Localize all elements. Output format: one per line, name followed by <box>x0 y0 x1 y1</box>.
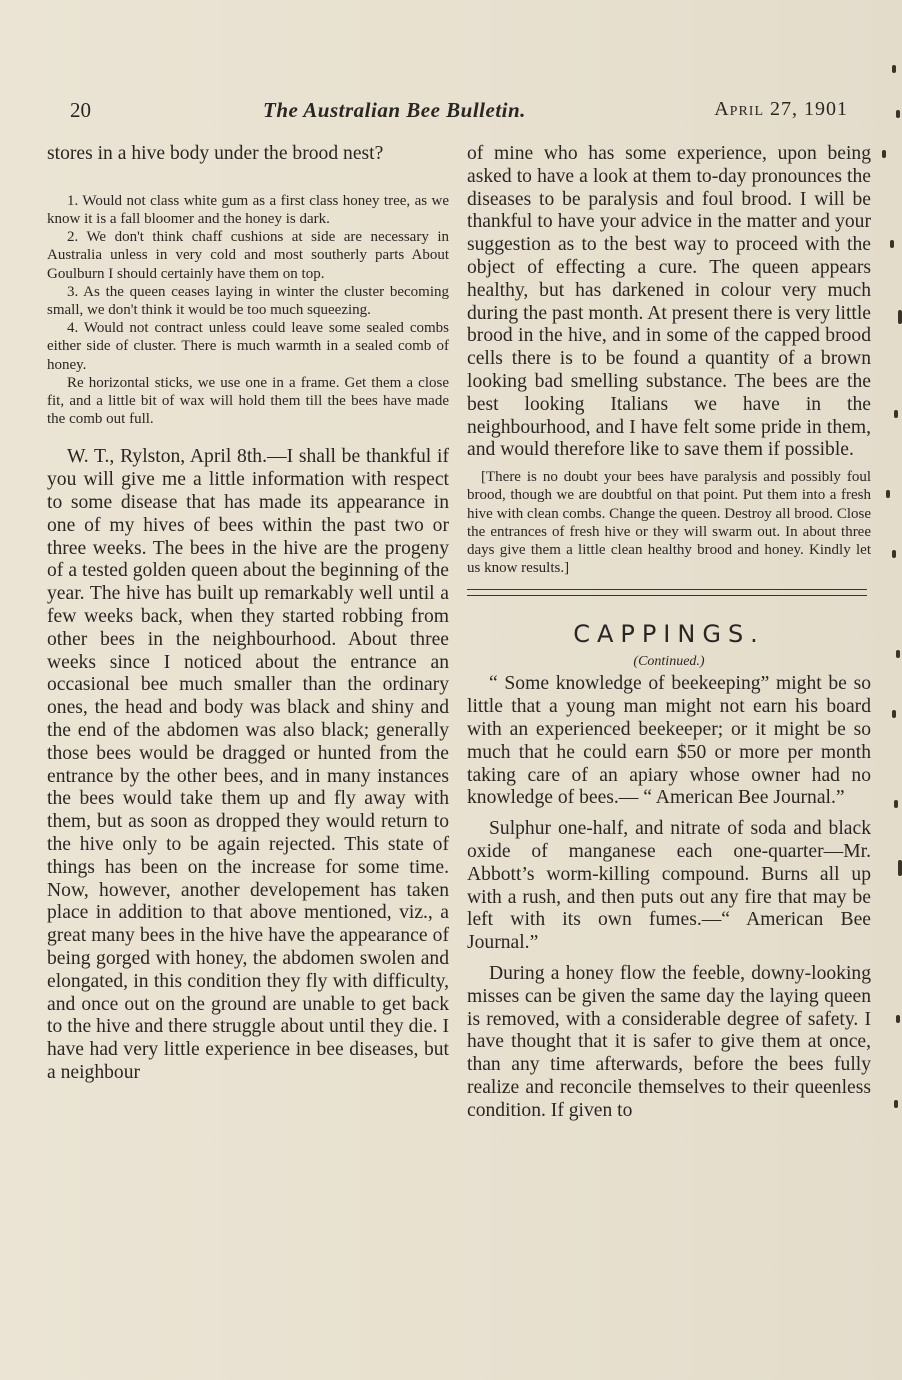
issue-date: April 27, 1901 <box>714 98 848 120</box>
answers-list <box>47 192 449 429</box>
answer-item: Re horizontal sticks, we use one in a frame. Get them a close fit, and a little bit of wax will hold them till the bees have made the comb out full. <box>47 374 449 428</box>
cappings-paragraph: “ Some knowledge of beekeeping” might be so little that a young man might not earn his board with an experienced beekeeper; or it might be so much that he could earn $50 or more per month taking care of an apiary whose owner had no knowledge of bees.— “ American Bee Journal.” <box>467 673 871 809</box>
reader-letter-continued: of mine who has some experience, upon being asked to have a look at them to-day pronounces the diseases to be paralysis and foul brood. I will be thankful to have your advice in the matter and your suggestion as to the best way to proceed with the object of effecting a cure. The queen appears healthy, but has darkened in colour very much during the past month. At present there is very little brood in the hive, and in some of the capped brood cells there is to be found a quantity of a brown looking bad smelling substance. The bees are the best looking Italians we have in the neighbourhood, and I have felt some pride in them, and would therefore like to save them if possible. <box>467 143 871 461</box>
page-header <box>48 98 848 128</box>
answer-item: 3. As the queen ceases laying in winter the cluster becoming small, we don't think it would be too much squeezing. <box>47 283 449 319</box>
journal-title: The Australian Bee Bulletin. <box>263 98 526 122</box>
page-number: 20 <box>70 98 91 122</box>
answer-item: 4. Would not contract unless could leave some sealed combs either side of cluster. There is much warmth in a sealed comb of honey. <box>47 320 449 373</box>
answer-item: 1. Would not class white gum as a first class honey tree, as we know it is a fall bloomer and the honey is dark. <box>47 192 449 227</box>
intro-text: stores in a hive body under the brood nest? <box>47 143 384 164</box>
editor-reply: [There is no doubt your bees have paralysis and possibly foul brood, though we are doubtful on that point. Put them into a fresh hive with clean combs. Change the queen. Destroy all brood. Close the entrances of fresh hive or they will swarm out. In about three days give them a little clean healthy brood and honey. Kindly let us know results.] <box>467 469 871 577</box>
section-subtitle: (Continued.) <box>633 654 705 670</box>
cappings-paragraph: Sulphur one-half, and nitrate of soda and black oxide of manganese each one-quarter—Mr. Abbott’s worm-killing compound. Burns all up with a rush, and then puts out any fire that may be left with its own fumes.—“ American Bee Journal.” <box>467 818 871 954</box>
page-edge-marks <box>870 60 902 1150</box>
left-column <box>47 143 449 1085</box>
right-column <box>467 143 871 1123</box>
section-divider <box>467 589 867 596</box>
cappings-paragraph: During a honey flow the feeble, downy-looking misses can be given the same day the laying queen is removed, with a considerable degree of safety. I have thought that it is safer to give them at once, than any time afterwards, before the bees fully realize and reconcile themselves to their queenless condition. If given to <box>467 962 871 1121</box>
answer-item: 2. We don't think chaff cushions at side are necessary in Australia unless in very cold and most southerly parts About Goulburn I should certainly have them on top. <box>47 229 449 282</box>
reader-letter: W. T., Rylston, April 8th.—I shall be thankful if you will give me a little information with respect to some disease that has made its appearance in one of my hives of bees within the past two or three weeks. The bees in the hive are the progeny of a tested golden queen about the beginning of the year. The hive has built up remarkably well until a few weeks back, when they started robbing from other bees in the neighbourhood. About three weeks since I noticed about the entrance an occasional bee much smaller than the ordinary ones, the head and body was black and shiny and the end of the abdomen was also black; generally those bees would be dragged or hunted from the entrance by the other bees, and in many instances the bees would take them up and fly away with them, but as soon as dropped they would return to the hive only to be again rejected. This state of things has been on the increase for some time. Now, however, another developement has taken place in addition to that above mentioned, viz., a great many bees in the hive have the appearance of being gorged with honey, the abdomen swolen and elongated, in this condition they fly with difficulty, and once out on the ground are unable to get back to the hive and there struggle about until they die. I have had very little experience in bee diseases, but a neighbour <box>47 446 449 1083</box>
section-title: CAPPINGS. <box>573 620 765 649</box>
